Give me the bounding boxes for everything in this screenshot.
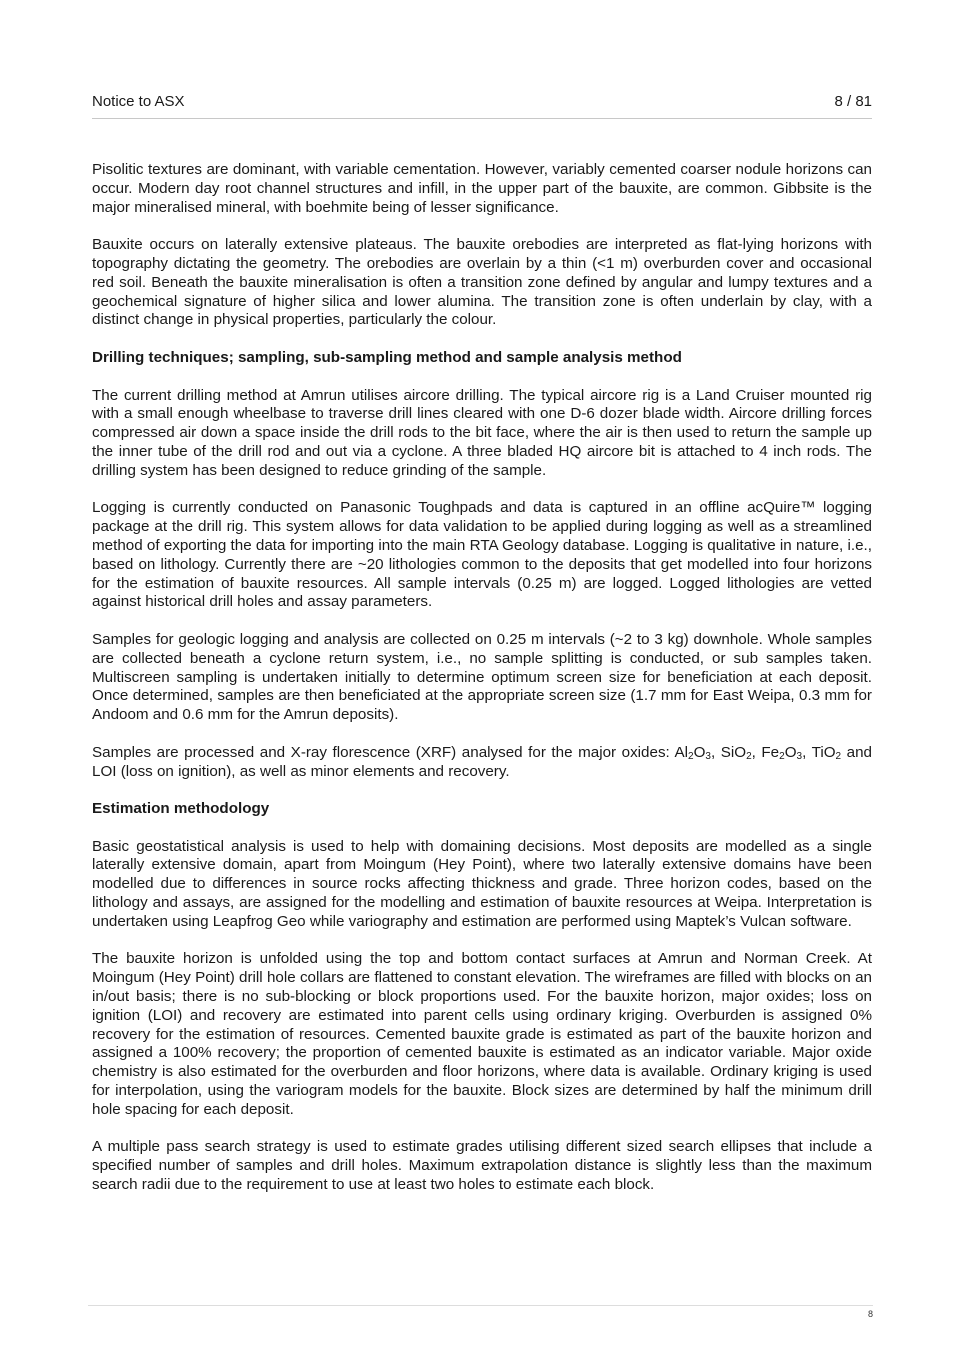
oxide-al2o3: $Al_2O_3$ bbox=[674, 743, 711, 762]
paragraph-bauxite-occurrence: Bauxite occurs on laterally extensive plateaus. The bauxite orebodies are interpreted as flat-lying horizons with topography dictating the geometry. The orebodies are overlain by a thin (<1 m) overburden cover and occasional red soil. Beneath the bauxite mineralisation is often a transition zone defined by angular and lumpy textures and a geochemical signature of higher silica and lower alumina. The transition zone is often underlain by clay, with a distinct change in physical properties, particularly the colour. bbox=[92, 236, 872, 329]
paragraph-sampling: Samples for geologic logging and analysis are collected on 0.25 m intervals (~2 to 3 kg) downhole. Whole samples are collected beneath a cyclone return system, i.e., no sample splitting is conducted, or sub samples taken. Multiscreen sampling is undertaken initially to determine optimum screen size for beneficiation at each deposit. Once determined, samples are then beneficiated at the appropriate screen size (1.7 mm for East Weipa, 0.3 mm for Andoom and 0.6 mm for the Amrun deposits). bbox=[92, 630, 872, 724]
oxide-fe2o3: $Fe_2O_3$ bbox=[761, 743, 803, 762]
document-title: Notice to ASX bbox=[92, 93, 185, 110]
paragraph-geostatistical-analysis: Basic geostatistical analysis is used to help with domaining decisions. Most deposits are modelled as a single laterally extensive domain, apart from Moingum (Hey Point), where two laterally extensive domains have been modelled due to differences in source rocks affecting thickness and grade. Three horizon codes, based on the lithology and assays, are assigned for the modelling and estimation of bauxite resources at Weipa. Interpretation is undertaken using Leapfrog Geo while variography and estimation are performed using Maptek’s Vulcan software. bbox=[92, 837, 872, 930]
page-header bbox=[92, 92, 872, 119]
paragraph-search-strategy: A multiple pass search strategy is used to estimate grades utilising different sized search ellipses that include a specified number of samples and drill holes. Maximum extrapolation distance is slightly less than the maximum search radii due to the requirement to use at least two holes to estimate each block. bbox=[92, 1138, 872, 1194]
xrf-lead-text: Samples are processed and X-ray florescence (XRF) analysed for the major oxides: bbox=[92, 743, 675, 761]
xrf-tail-text: and LOI (loss on ignition), as well as minor elements and recovery. bbox=[92, 743, 872, 780]
paragraph-textures: Pisolitic textures are dominant, with variable cementation. However, variably cemented coarser nodule horizons can occur. Modern day root channel structures and infill, in the upper part of the bauxite, are common. Gibbsite is the major mineralised mineral, with boehmite being of lesser significance. bbox=[92, 161, 872, 216]
paragraph-logging: Logging is currently conducted on Panasonic Toughpads and data is captured in an offline acQuire™ logging package at the drill rig. This system allows for data validation to be applied during logging as well as a streamlined method of exporting the data for importing into the main RTA Geology database. Logging is qualitative in nature, i.e., based on lithology. Currently there are ~20 lithologies common to the deposits that get modelled into four horizons for the estimation of bauxite resources. All sample intervals (0.25 m) are logged. Logged lithologies are vetted against historical drill holes and assay parameters. bbox=[92, 499, 872, 611]
oxide-sio2: SiO$_2$ bbox=[720, 743, 752, 762]
paragraph-xrf-analysis: Samples are processed and X-ray florescence (XRF) analysed for the major oxides: $Al_2O_3$, SiO$_2$, $Fe_2O_3$, TiO$_2$ and LOI (loss on ignition), as well as minor elements and recovery. bbox=[92, 743, 872, 780]
document-body bbox=[92, 161, 872, 1214]
page-footer bbox=[88, 1305, 873, 1319]
oxide-tio2: TiO$_2$ bbox=[811, 743, 842, 762]
footer-page-number: 8 bbox=[867, 1309, 873, 1319]
heading-drilling-techniques: Drilling techniques; sampling, sub-sampling method and sample analysis method bbox=[92, 348, 682, 366]
paragraph-bauxite-horizon: The bauxite horizon is unfolded using the top and bottom contact surfaces at Amrun and Norman Creek. At Moingum (Hey Point) drill hole collars are flattened to constant elevation. The wireframes are filled with blocks on an in/out basis; there is no sub-blocking or block proportions used. For the bauxite horizon, major oxides; loss on ignition (LOI) and recovery are estimated into parent cells using ordinary kriging. Overburden is assigned 0% recovery for the estimation of resources. Cemented bauxite grade is estimated as part of the bauxite horizon and assigned a 100% recovery; the proportion of cemented bauxite is estimated as an indicator variable. Major oxide chemistry is also estimated for the overburden and floor horizons, where data is available. Ordinary kriging is used for interpolation, using the variogram models for the bauxite. Block sizes are determined by half the minimum drill hole spacing for each deposit. bbox=[92, 950, 872, 1118]
page-counter: 8 / 81 bbox=[834, 93, 872, 110]
paragraph-drilling-method: The current drilling method at Amrun utilises aircore drilling. The typical aircore rig is a Land Cruiser mounted rig with a small enough wheelbase to traverse drill lines cleared with one D-6 dozer blade width. Aircore drilling forces compressed air down a space inside the drill rods to the bit face, where the air is then used to return the sample up the inner tube of the drill rod and out via a cyclone. A three bladed HQ aircore bit is attached to 4 inch rods. The drilling system has been designed to reduce grinding of the sample. bbox=[92, 386, 872, 479]
heading-estimation-methodology: Estimation methodology bbox=[92, 800, 270, 818]
